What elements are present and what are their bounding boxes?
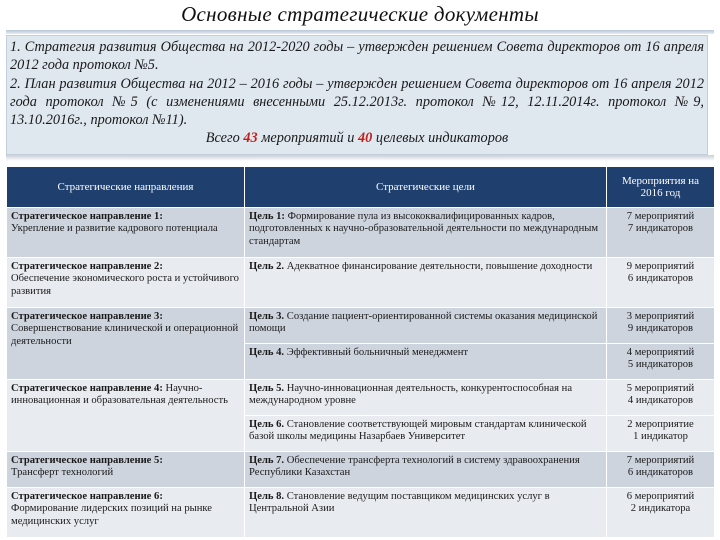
indicators-count: 4 индикаторов [627, 395, 694, 407]
direction-title: Стратегическое направление 5: [11, 455, 163, 466]
direction-cell [7, 380, 245, 452]
events-count: 6 мероприятий [626, 491, 695, 502]
goal-title: Цель 1: [249, 211, 285, 222]
goal-cell [245, 452, 607, 488]
direction-text: Совершенствование клинической и операционной деятельности [11, 323, 239, 347]
goal-text: Становление соответствующей мировым стандартам клинической базой школы медицины Назарбаев Университет [249, 419, 587, 443]
table-row [7, 258, 715, 308]
title-underline [6, 30, 714, 34]
indicators-count: 1 индикатор [633, 431, 688, 443]
goal-text: Научно-инновационная деятельность, конкурентоспособная на международном уровне [249, 383, 573, 407]
goal-cell [245, 380, 607, 416]
header-events: Мероприятия на 2016 год [607, 167, 715, 208]
direction-cell [7, 208, 245, 258]
direction-cell [7, 308, 245, 380]
document-2 [10, 75, 704, 129]
goal-cell [245, 208, 607, 258]
events-count: 7 мероприятий [626, 455, 695, 466]
document-1-number: 1. [10, 39, 21, 55]
goal-text: Адекватное финансирование деятельности, повышение доходности [286, 261, 593, 272]
strategy-table [6, 166, 715, 538]
goal-title: Цель 4. [249, 347, 285, 358]
goal-title: Цель 8. [249, 491, 285, 502]
goal-title: Цель 7. [249, 455, 285, 466]
header-directions: Стратегические направления [7, 167, 245, 208]
direction-cell [7, 258, 245, 308]
direction-cell [7, 488, 245, 538]
goal-title: Цель 6. [249, 419, 285, 430]
direction-title: Стратегическое направление 2: [11, 261, 163, 272]
direction-title: Стратегическое направление 6: [11, 491, 163, 502]
totals-line [10, 129, 704, 147]
documents-box [6, 35, 708, 155]
events-cell [607, 258, 715, 308]
totals-events-count: 43 [243, 130, 258, 146]
direction-cell [7, 452, 245, 488]
events-count: 2 мероприятие [627, 419, 694, 430]
events-count: 5 мероприятий [626, 383, 695, 394]
goal-cell [245, 488, 607, 538]
table-header-row [7, 167, 715, 208]
document-2-number: 2. [10, 76, 21, 92]
goal-title: Цель 2. [249, 261, 285, 272]
events-count: 4 мероприятий [626, 347, 695, 358]
direction-title: Стратегическое направление 4: [11, 383, 163, 394]
indicators-count: 6 индикаторов [627, 467, 694, 479]
events-count: 3 мероприятий [626, 311, 695, 322]
totals-prefix: Всего [205, 130, 240, 146]
totals-indicators-count: 40 [358, 130, 373, 146]
page-title: Основные стратегические документы [181, 2, 539, 26]
direction-title: Стратегическое направление 1: [11, 211, 163, 222]
box-shadow [6, 155, 714, 161]
document-1 [10, 38, 704, 74]
totals-suffix: целевых индикаторов [375, 130, 509, 146]
goal-cell [245, 258, 607, 308]
indicators-count: 5 индикаторов [627, 359, 694, 371]
goal-title: Цель 5. [249, 383, 285, 394]
indicators-count: 7 индикаторов [627, 223, 694, 235]
events-cell [607, 208, 715, 258]
direction-text: Обеспечение экономического роста и устойчивого развития [11, 273, 239, 297]
table-row [7, 488, 715, 538]
indicators-count: 9 индикаторов [627, 323, 694, 335]
table-row [7, 308, 715, 344]
document-2-text: План развития Общества на 2012 – 2016 годы – утвержден решением Совета директоров от 16 апреля 2012 года протокол №5 (с изменениями внесенными 25.12.2013г. протокол №12, 12.11.2014г. протокол №9, 13.10.2016г., протокол №11). [10, 76, 704, 128]
direction-text: Формирование лидерских позиций на рынке медицинских услуг [11, 503, 212, 527]
goal-cell [245, 416, 607, 452]
events-cell [607, 344, 715, 380]
goal-text: Эффективный больничный менеджмент [286, 347, 469, 358]
table-row [7, 452, 715, 488]
events-cell [607, 308, 715, 344]
totals-mid: мероприятий и [261, 130, 355, 146]
direction-text: Укрепление и развитие кадрового потенциала [11, 223, 218, 235]
events-cell [607, 380, 715, 416]
indicators-count: 2 индикатора [630, 503, 691, 515]
events-cell [607, 488, 715, 538]
goal-text: Обеспечение трансферта технологий в систему здравоохранения Республики Казахстан [249, 455, 580, 479]
goal-title: Цель 3. [249, 311, 285, 322]
goal-cell [245, 308, 607, 344]
direction-text: Трансферт технологий [11, 467, 114, 479]
events-count: 7 мероприятий [626, 211, 695, 222]
events-count: 9 мероприятий [626, 261, 695, 272]
goal-text: Становление ведущим поставщиком медицинских услуг в Центральной Азии [249, 491, 550, 515]
table-row [7, 380, 715, 416]
direction-title: Стратегическое направление 3: [11, 311, 163, 322]
document-1-text: Стратегия развития Общества на 2012-2020 годы – утвержден решением Совета директоров от 16 апреля 2012 года протокол №5. [10, 39, 704, 73]
indicators-count: 6 индикаторов [627, 273, 694, 285]
header-goals: Стратегические цели [245, 167, 607, 208]
table-row [7, 208, 715, 258]
goal-text: Формирование пула из высококвалифицированных кадров, подготовленных к научно-образовательной деятельности по международным стандартам [249, 211, 599, 247]
events-cell [607, 452, 715, 488]
direction-text: Научно-инновационная и образовательная деятельность [11, 383, 228, 407]
events-cell [607, 416, 715, 452]
goal-text: Создание пациент-ориентированной системы оказания медицинской помощи [249, 311, 598, 335]
goal-cell [245, 344, 607, 380]
